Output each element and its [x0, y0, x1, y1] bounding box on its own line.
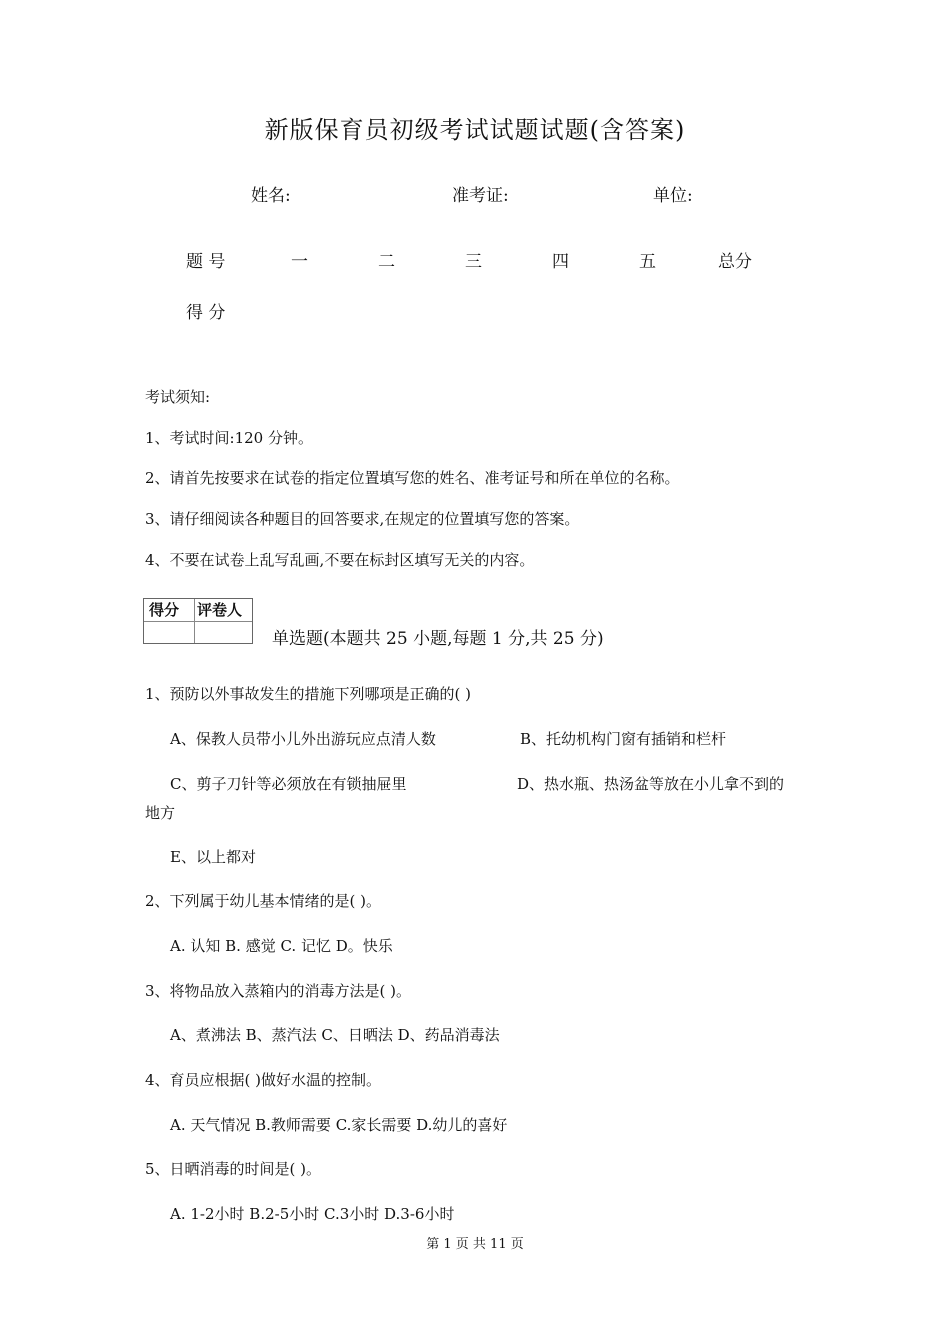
notice-item: 1、考试时间:120 分钟。 [145, 429, 313, 447]
option-e: E、以上都对 [170, 848, 256, 866]
grader-box-divider [194, 599, 195, 643]
section-heading: 单选题(本题共 25 小题,每题 1 分,共 25 分) [272, 629, 604, 649]
score-table-header-label: 题 号 [186, 252, 226, 272]
score-table-col-4: 四 [552, 252, 569, 272]
option-d-continued: 地方 [145, 804, 176, 822]
option-b: B、托幼机构门窗有插销和栏杆 [520, 730, 727, 748]
notice-heading: 考试须知: [145, 388, 211, 406]
page-title: 新版保育员初级考试试题试题(含答案) [264, 116, 686, 144]
question-options: A、煮沸法 B、蒸汽法 C、日晒法 D、药品消毒法 [170, 1026, 500, 1044]
notice-item: 2、请首先按要求在试卷的指定位置填写您的姓名、准考证号和所在单位的名称。 [145, 469, 680, 487]
question-options: A. 1-2小时 B.2-5小时 C.3小时 D.3-6小时 [170, 1205, 455, 1223]
option-c: C、剪子刀针等必须放在有锁抽屉里 [170, 775, 407, 793]
question-stem: 1、预防以外事故发生的措施下列哪项是正确的( ) [145, 685, 472, 703]
score-table-col-2: 二 [378, 252, 395, 272]
name-label: 姓名: [251, 186, 291, 206]
notice-item: 4、不要在试卷上乱写乱画,不要在标封区填写无关的内容。 [145, 551, 535, 569]
question-options: A. 认知 B. 感觉 C. 记忆 D。快乐 [170, 937, 393, 955]
score-table-col-3: 三 [465, 252, 482, 272]
exam-no-label: 准考证: [452, 186, 509, 206]
question-stem: 4、育员应根据( )做好水温的控制。 [145, 1071, 382, 1089]
question-stem: 5、日晒消毒的时间是( )。 [145, 1160, 322, 1178]
grader-box-grader-label: 评卷人 [197, 601, 243, 619]
score-table-col-1: 一 [291, 252, 308, 272]
question-options: A. 天气情况 B.教师需要 C.家长需要 D.幼儿的喜好 [170, 1116, 508, 1134]
question-stem: 2、下列属于幼儿基本情绪的是( )。 [145, 892, 382, 910]
grader-box-divider [144, 621, 252, 622]
grader-box-score-label: 得分 [149, 601, 180, 619]
grader-box [143, 598, 253, 644]
question-stem: 3、将物品放入蒸箱内的消毒方法是( )。 [145, 982, 412, 1000]
page-footer: 第 1 页 共 11 页 [426, 1237, 524, 1252]
score-table-col-5: 五 [639, 252, 656, 272]
score-table-col-total: 总分 [718, 252, 752, 272]
option-d: D、热水瓶、热汤盆等放在小儿拿不到的 [517, 775, 785, 793]
option-a: A、保教人员带小儿外出游玩应点清人数 [170, 730, 436, 748]
notice-item: 3、请仔细阅读各种题目的回答要求,在规定的位置填写您的答案。 [145, 510, 580, 528]
unit-label: 单位: [653, 186, 693, 206]
score-table-row-label: 得 分 [186, 303, 226, 323]
